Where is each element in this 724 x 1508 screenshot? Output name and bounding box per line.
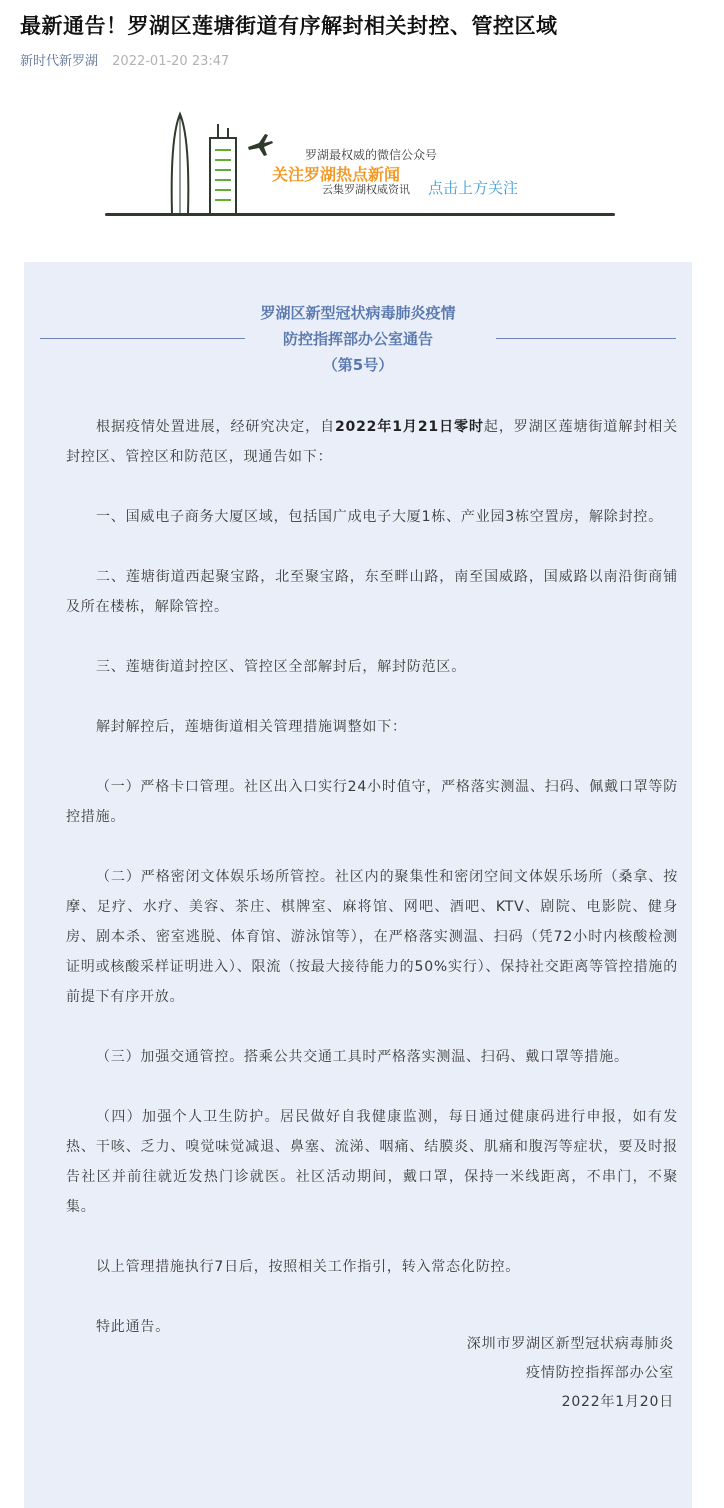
divider-right	[496, 338, 676, 339]
item-1: 一、国威电子商务大厦区域，包括国广成电子大厦1栋、产业园3栋空置房，解除封控。	[96, 509, 664, 525]
airplane-icon	[245, 130, 275, 160]
measure-2: （二）严格密闭文体娱乐场所管控。社区内的聚集性和密闭空间文体娱乐场所（桑拿、按摩、足疗、水疗、美容、茶庄、棋牌室、麻将馆、网吧、酒吧、KTV、剧院、电影院、健身房、剧本杀、密室逃脱、体育馆、游泳馆等），在严格落实测温、扫码（凭72小时内核酸检测证明或核酸采样证明进入）、限流（按最大接待能力的50%实行）、保持社交距离等管控措施的前提下有序开放。	[66, 869, 678, 1005]
signature-date: 2022年1月20日	[561, 1394, 674, 1410]
publish-date: 2022-01-20 23:47	[112, 54, 230, 69]
measures-intro: 解封解控后，莲塘街道相关管理措施调整如下：	[96, 719, 407, 735]
follow-link[interactable]: 点击上方关注	[428, 179, 519, 197]
banner-tagline: 罗湖最权威的微信公众号	[305, 148, 438, 162]
signature-org-line1: 深圳市罗湖区新型冠状病毒肺炎	[466, 1336, 674, 1352]
notice-card	[24, 262, 692, 1508]
closing-paragraph: 以上管理措施执行7日后，按照相关工作指引，转入常态化防控。	[96, 1259, 521, 1275]
banner-subline: 云集罗湖权威资讯	[322, 183, 410, 196]
notice-heading	[24, 300, 692, 378]
notice-heading-line1: 罗湖区新型冠状病毒肺炎疫情	[260, 304, 456, 322]
measure-3: （三）加强交通管控。搭乘公共交通工具时严格落实测温、扫码、戴口罩等措施。	[96, 1049, 629, 1065]
measure-1: （一）严格卡口管理。社区出入口实行24小时值守，严格落实测温、扫码、佩戴口罩等防控措施。	[66, 779, 678, 825]
intro-paragraph: 根据疫情处置进展，经研究决定，自2022年1月21日零时起，罗湖区莲塘街道解封相关封控区、管控区和防范区，现通告如下：	[66, 419, 678, 465]
measure-4: （四）加强个人卫生防护。居民做好自我健康监测，每日通过健康码进行申报，如有发热、干咳、乏力、嗅觉味觉减退、鼻塞、流涕、咽痛、结膜炎、肌痛和腹泻等症状，要及时报告社区并前往就近发热门诊就医。社区活动期间，戴口罩，保持一米线距离，不串门，不聚集。	[66, 1109, 678, 1215]
banner-ground-line	[105, 213, 615, 216]
follow-banner[interactable]	[100, 98, 620, 228]
effective-time: 2022年1月21日零时	[335, 419, 484, 435]
closing-remark: 特此通告。	[96, 1319, 170, 1335]
item-3: 三、莲塘街道封控区、管控区全部解封后，解封防范区。	[96, 659, 466, 675]
account-name-link[interactable]: 新时代新罗湖	[20, 54, 99, 69]
notice-heading-line2: 防控指挥部办公室通告	[282, 330, 433, 348]
divider-left	[40, 338, 245, 339]
article-title: 最新通告！罗湖区莲塘街道有序解封相关封控、管控区域	[20, 14, 558, 38]
signature-block	[467, 1330, 674, 1417]
signature-org-line2: 疫情防控指挥部办公室	[526, 1365, 674, 1381]
notice-body	[66, 412, 678, 1372]
notice-heading-number: （第5号）	[322, 356, 394, 374]
banner-headline: 关注罗湖热点新闻	[272, 165, 401, 184]
item-2: 二、莲塘街道西起聚宝路，北至聚宝路，东至畔山路，南至国威路，国威路以南沿街商铺及所在楼栋，解除管控。	[66, 569, 678, 615]
article-meta	[20, 50, 229, 69]
